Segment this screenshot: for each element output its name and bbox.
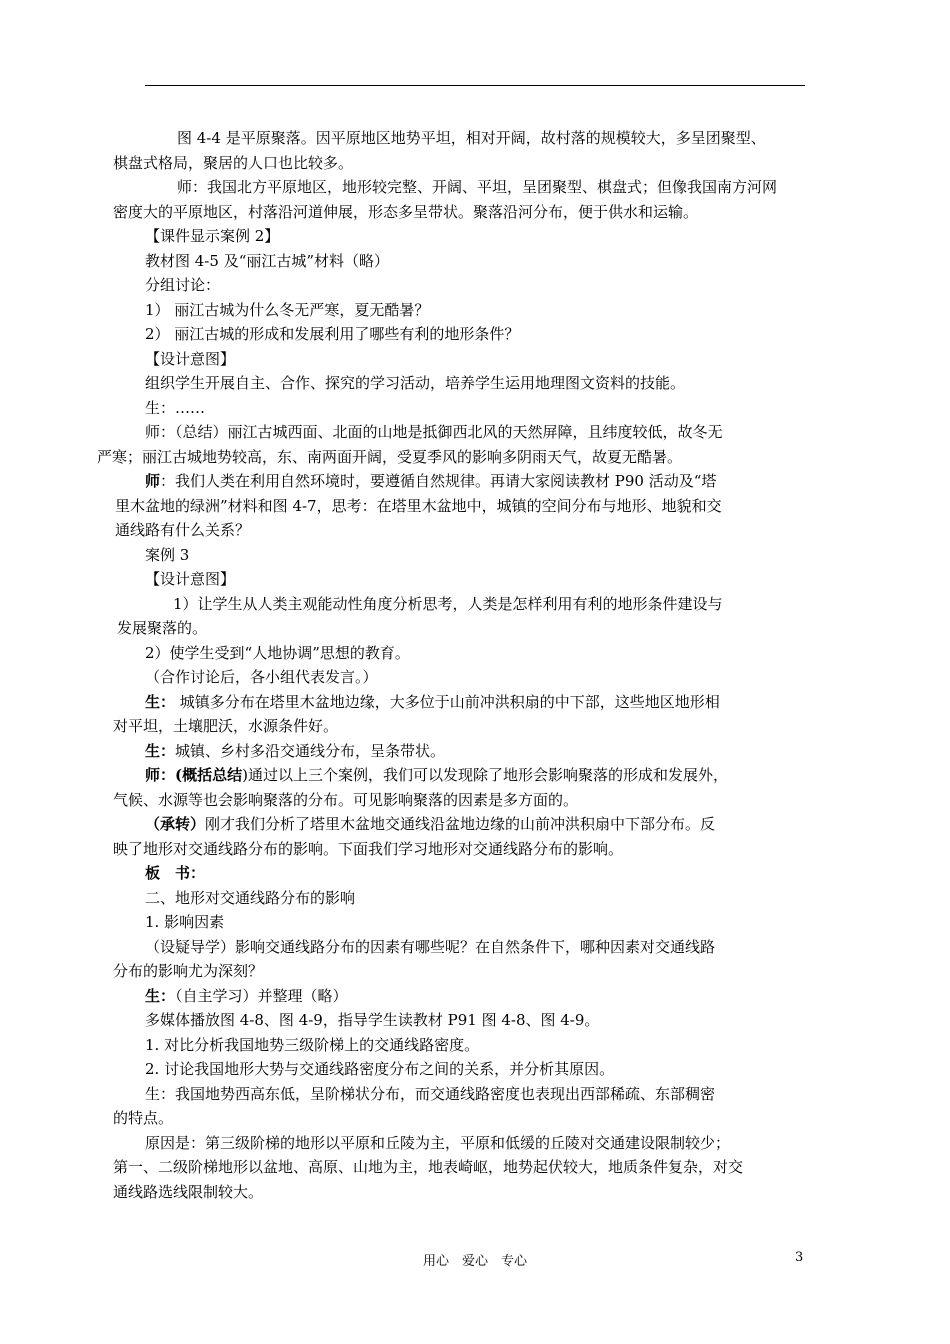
paragraph: 师：我国北方平原地区，地形较完整、开阔、平坦，呈团聚型、棋盘式；但像我国南方河网 密度大的平原地区，村落沿河道伸展，形态多呈带状。聚落沿河分布，便于供水和运输。 <box>113 178 778 221</box>
header-rule <box>145 85 805 86</box>
paragraph: 师：（总结）丽江古城西面、北面的山地是抵御西北风的天然屏障，且纬度较低，故冬无 严寒；丽江古城地势较高，东、南两面开阔，受夏季风的影响多阴雨天气，故夏无酷暑。 <box>97 423 723 466</box>
heading-case-2: 【课件显示案例 2】 <box>145 227 280 245</box>
paragraph: 原因是：第三级阶梯的地形以平原和丘陵为主，平原和低缓的丘陵对交通建设限制较少； 第一、二级阶梯地形以盆地、高原、山地为主，地表崎岖，地势起伏较大，地质条件复杂，对交 通线路选线限制较大。 <box>113 1133 744 1201</box>
paragraph: 组织学生开展自主、合作、探究的学习活动，培养学生运用地理图文资料的技能。 <box>145 374 686 392</box>
paragraph: 分组讨论： <box>145 276 221 294</box>
paragraph: 多媒体播放图 4-8、图 4-9，指导学生读教材 P91 图 4-8、图 4-9。 <box>145 1011 600 1029</box>
paragraph: 生：…… <box>145 398 206 417</box>
paragraph: 教材图 4-5 及“丽江古城”材料（略） <box>145 251 390 270</box>
paragraph: 生： 城镇多分布在塔里木盆地边缘，大多位于山前冲洪积扇的中下部，这些地区地形相 对平坦，土壤肥沃，水源条件好。 <box>113 692 720 735</box>
board-heading: 板 书： <box>145 864 206 882</box>
heading-case-3: 案例 3 <box>145 545 190 564</box>
page-number: 3 <box>795 1250 804 1265</box>
subsection-heading: 1. 影响因素 <box>145 913 225 931</box>
paragraph: 师：我们人类在利用自然环境时，要遵循自然规律。再请大家阅读教材 P90 活动及“塔 里木盆地的绿洲”材料和图 4-7，思考：在塔里木盆地中，城镇的空间分布与地形、地貌和交 通线路有什么关系？ <box>115 472 722 539</box>
paragraph: 生：（自主学习）并整理（略） <box>145 986 348 1005</box>
list-item: 1. 对比分析我国地势三级阶梯上的交通线路密度。 <box>145 1035 480 1054</box>
list-item: 2. 讨论我国地形大势与交通线路密度分布之间的关系，并分析其原因。 <box>145 1060 615 1078</box>
list-item: 1） 丽江古城为什么冬无严寒，夏无酷暑？ <box>145 300 430 319</box>
paragraph: 生：城镇、乡村多沿交通线分布，呈条带状。 <box>145 741 446 760</box>
footer-motto: 用心 爱心 专心 <box>422 1254 527 1269</box>
heading-design-intent: 【设计意图】 <box>145 349 236 368</box>
section-heading: 二、地形对交通线路分布的影响 <box>145 888 356 907</box>
paragraph: 师：(概括总结)通过以上三个案例，我们可以发现除了地形会影响聚落的形成和发展外， 气候、水源等也会影响聚落的分布。可见影响聚落的因素是多方面的。 <box>113 766 728 809</box>
list-item: 1）让学生从人类主观能动性角度分析思考，人类是怎样利用有利的地形条件建设与 发展聚落的。 <box>117 594 723 637</box>
paragraph: 生：我国地势西高东低，呈阶梯状分布，而交通线路密度也表现出西部稀疏、东部稠密 的特点。 <box>113 1084 716 1127</box>
heading-design-intent: 【设计意图】 <box>145 570 236 588</box>
paragraph: 图 4-4 是平原聚落。因平原地区地势平坦，相对开阔，故村落的规模较大，多呈团聚型、 棋盘式格局，聚居的人口也比较多。 <box>113 129 766 172</box>
document-body <box>97 126 810 1204</box>
paragraph: （合作讨论后，各小组代表发言。） <box>145 668 378 686</box>
list-item: 2） 丽江古城的形成和发展利用了哪些有利的地形条件？ <box>145 325 520 343</box>
list-item: 2）使学生受到“人地协调”思想的教育。 <box>145 643 410 662</box>
paragraph: （设疑导学）影响交通线路分布的因素有哪些呢？在自然条件下，哪种因素对交通线路 分布的影响尤为深刻？ <box>113 937 716 980</box>
paragraph: （承转）刚才我们分析了塔里木盆地交通线沿盆地边缘的山前冲洪积扇中下部分布。反 映了地形对交通线路分布的影响。下面我们学习地形对交通线路分布的影响。 <box>113 815 716 858</box>
